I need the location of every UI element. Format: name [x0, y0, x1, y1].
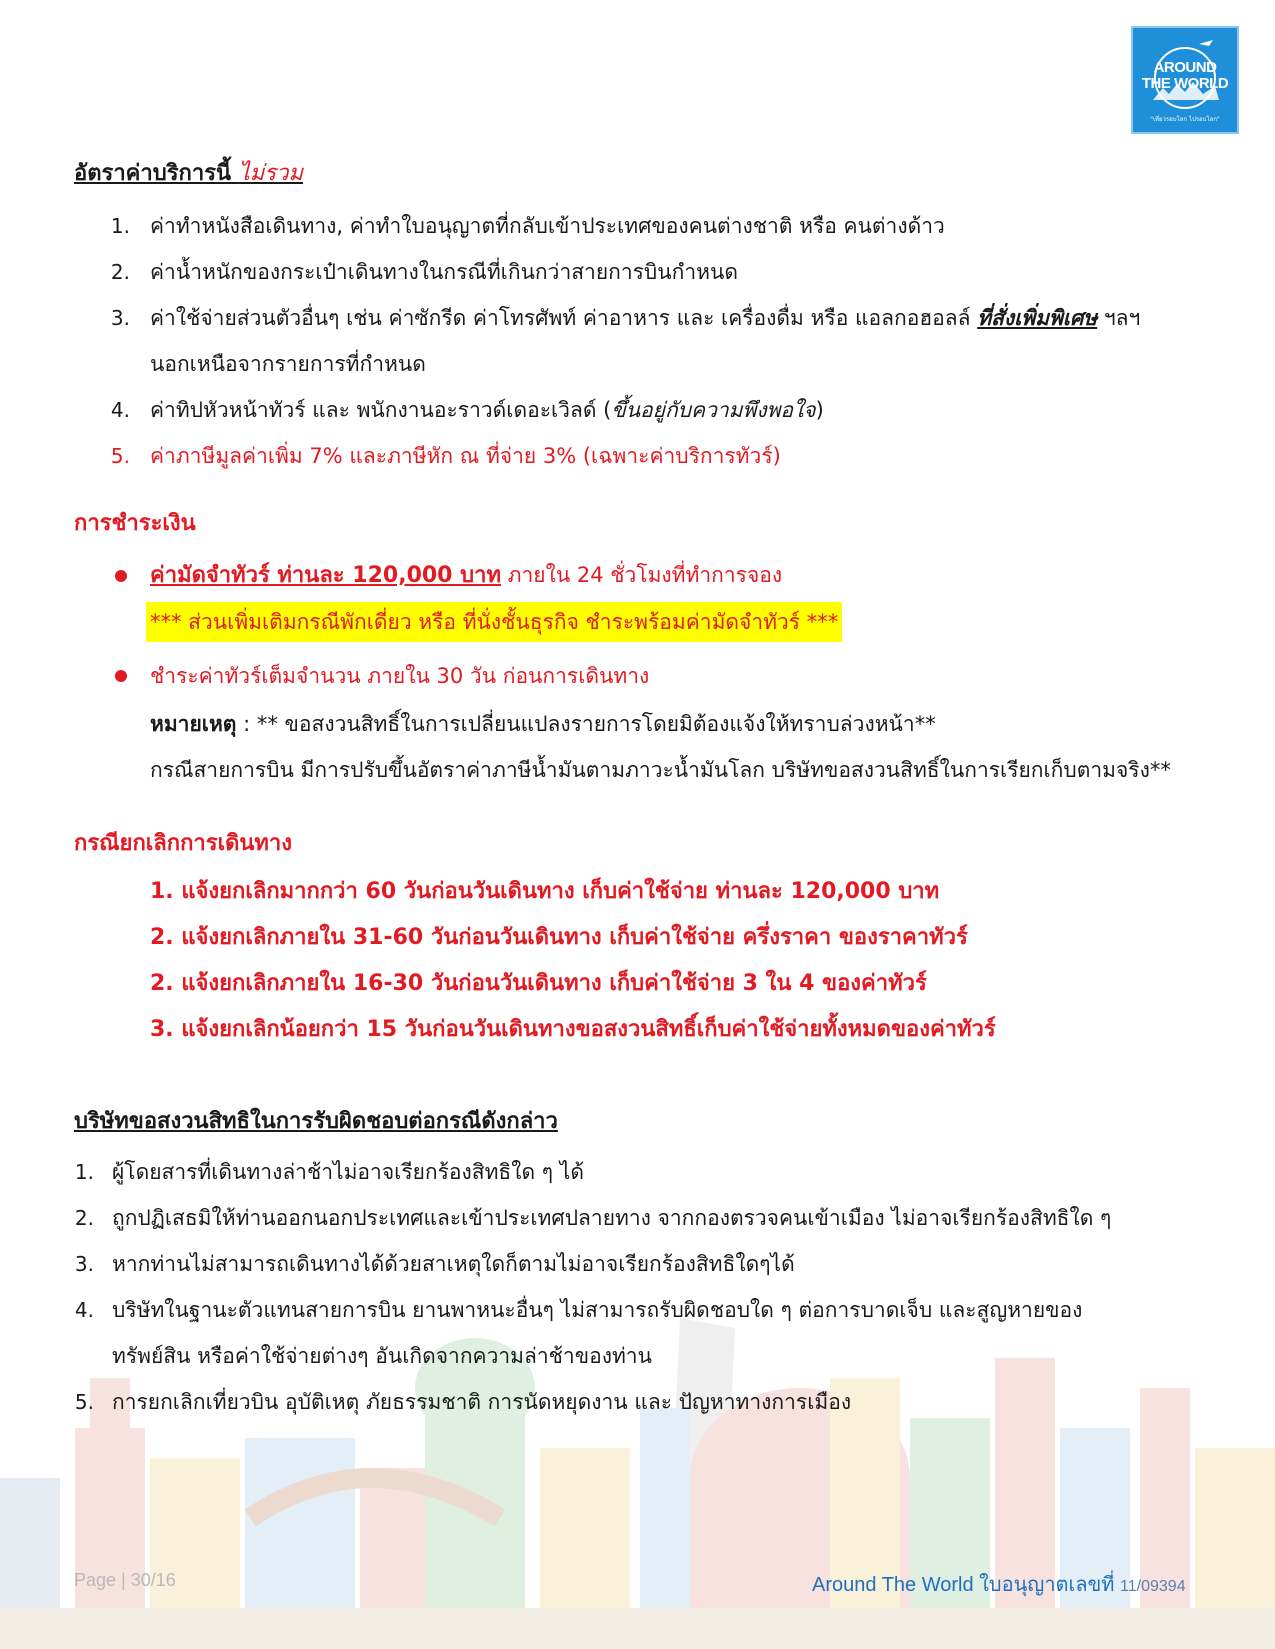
list-item: ค่าทำหนังสือเดินทาง, ค่าทำใบอนุญาตที่กลับเข้าประเทศของคนต่างชาติ หรือ คนต่างด้าว — [150, 214, 945, 238]
highlighted-note: *** ส่วนเพิ่มเติมกรณีพักเดี่ยว หรือ ที่นั่งชั้นธุรกิจ ชำระพร้อมค่ามัดจำทัวร์ *** — [146, 602, 842, 642]
note-label: หมายเหตุ — [150, 712, 237, 736]
list-item — [150, 304, 1140, 332]
cancellation-heading: กรณียกเลิกการเดินทาง — [74, 831, 293, 856]
list-number: 4. — [74, 1298, 94, 1322]
payment-note-2: กรณีสายการบิน มีการปรับขึ้นอัตราค่าภาษีน้ำมันตามภาวะน้ำมันโลก บริษัทขอสงวนสิทธิ์ในการเรียกเก็บตามจริง** — [150, 758, 1171, 782]
list-number: 5. — [74, 1390, 94, 1414]
list-item: ถูกปฏิเสธมิให้ท่านออกนอกประเทศและเข้าประเทศปลายทาง จากกองตรวจคนเข้าเมือง ไม่อาจเรียกร้องสิทธิใด ๆ — [112, 1206, 1112, 1230]
deposit-deadline: ภายใน 24 ชั่วโมงที่ทำการจอง — [500, 563, 783, 587]
footer-license-number: 11/09394 — [1120, 1578, 1186, 1595]
cancellation-item: 2. แจ้งยกเลิกภายใน 31-60 วันก่อนวันเดินทาง เก็บค่าใช้จ่าย ครึ่งราคา ของราคาทัวร์ — [150, 925, 968, 950]
payment-note — [150, 710, 936, 738]
bullet-icon — [115, 670, 127, 682]
company-logo — [1131, 26, 1239, 134]
list-number: 3. — [110, 306, 130, 330]
not-included-title: อัตราค่าบริการนี้ — [74, 161, 232, 186]
list-item: ค่าภาษีมูลค่าเพิ่ม 7% และภาษีหัก ณ ที่จ่าย 3% (เฉพาะค่าบริการทัวร์) — [150, 444, 781, 468]
list-item: ผู้โดยสารที่เดินทางล่าช้าไม่อาจเรียกร้องสิทธิใด ๆ ได้ — [112, 1160, 584, 1184]
list-item: บริษัทในฐานะตัวแทนสายการบิน ยานพาหนะอื่นๆ ไม่สามารถรับผิดชอบใด ๆ ต่อการบาดเจ็บ และสูญหายของ — [112, 1298, 1083, 1322]
list-item-emphasis: ขึ้นอยู่กับความพึงพอใจ — [611, 398, 816, 422]
note-text: : ** ขอสงวนสิทธิ์ในการเปลี่ยนแปลงรายการโดยมิต้องแจ้งให้ทราบล่วงหน้า** — [236, 712, 936, 736]
list-number: 2. — [110, 260, 130, 284]
logo-line-2: THE WORLD — [1141, 75, 1229, 92]
list-item-text: ) — [815, 398, 824, 422]
bullet-icon — [115, 570, 127, 582]
disclaimer-heading: บริษัทขอสงวนสิทธิในการรับผิดชอบต่อกรณีดังกล่าว — [74, 1109, 558, 1134]
list-number: 4. — [110, 398, 130, 422]
list-item-text: ค่าใช้จ่ายส่วนตัวอื่นๆ เช่น ค่าซักรีด ค่าโทรศัพท์ ค่าอาหาร และ เครื่องดื่ม หรือ แอลกอฮอลล์ — [150, 306, 978, 330]
list-item-continuation: ทรัพย์สิน หรือค่าใช้จ่ายต่างๆ อันเกิดจากความล่าช้าของท่าน — [112, 1344, 652, 1368]
list-number: 1. — [110, 214, 130, 238]
cancellation-item: 2. แจ้งยกเลิกภายใน 16-30 วันก่อนวันเดินทาง เก็บค่าใช้จ่าย 3 ใน 4 ของค่าทัวร์ — [150, 971, 927, 996]
list-item-text: ฯลฯ — [1097, 306, 1141, 330]
logo-tagline: "เที่ยวรอบโลก ไปรอบโลก" — [1150, 116, 1220, 123]
footer-company-license — [812, 1568, 1186, 1600]
list-item: หากท่านไม่สามารถเดินทางได้ด้วยสาเหตุใดก็ตามไม่อาจเรียกร้องสิทธิใดๆได้ — [112, 1252, 795, 1276]
cancellation-item: 3. แจ้งยกเลิกน้อยกว่า 15 วันก่อนวันเดินทางขอสงวนสิทธิ์เก็บค่าใช้จ่ายทั้งหมดของค่าทัวร์ — [150, 1017, 996, 1042]
deposit-line — [150, 561, 782, 590]
list-item-text: ค่าทิปหัวหน้าทัวร์ และ พนักงานอะราวด์เดอะเวิลด์ ( — [150, 398, 612, 422]
list-number: 5. — [110, 444, 130, 468]
payment-heading: การชำระเงิน — [74, 511, 196, 536]
cancellation-item: 1. แจ้งยกเลิกมากกว่า 60 วันก่อนวันเดินทาง เก็บค่าใช้จ่าย ท่านละ 120,000 บาท — [150, 879, 940, 904]
list-number: 3. — [74, 1252, 94, 1276]
not-included-emphasis: ไม่รวม — [238, 161, 303, 186]
footer-company: Around The World — [812, 1574, 974, 1596]
list-item: การยกเลิกเที่ยวบิน อุบัติเหตุ ภัยธรรมชาติ การนัดหยุดงาน และ ปัญหาทางการเมือง — [112, 1390, 852, 1414]
full-payment-line: ชำระค่าทัวร์เต็มจำนวน ภายใน 30 วัน ก่อนการเดินทาง — [150, 664, 650, 688]
deposit-amount: ค่ามัดจำทัวร์ ท่านละ 120,000 บาท — [150, 563, 501, 588]
not-included-heading — [74, 160, 303, 188]
list-item: ค่าน้ำหนักของกระเป๋าเดินทางในกรณีที่เกินกว่าสายการบินกำหนด — [150, 260, 738, 284]
page-number: Page | 30/16 — [74, 1570, 176, 1590]
logo-wordmark — [1133, 60, 1237, 92]
list-number: 1. — [74, 1160, 94, 1184]
list-item-continuation: นอกเหนือจากรายการที่กำหนด — [150, 352, 426, 376]
list-item — [150, 396, 824, 424]
list-number: 2. — [74, 1206, 94, 1230]
footer-license-label: ใบอนุญาตเลขที่ — [973, 1574, 1121, 1596]
list-item-emphasis: ที่สั่งเพิ่มพิเศษ — [977, 306, 1098, 330]
logo-line-1: AROUND — [1153, 59, 1217, 76]
